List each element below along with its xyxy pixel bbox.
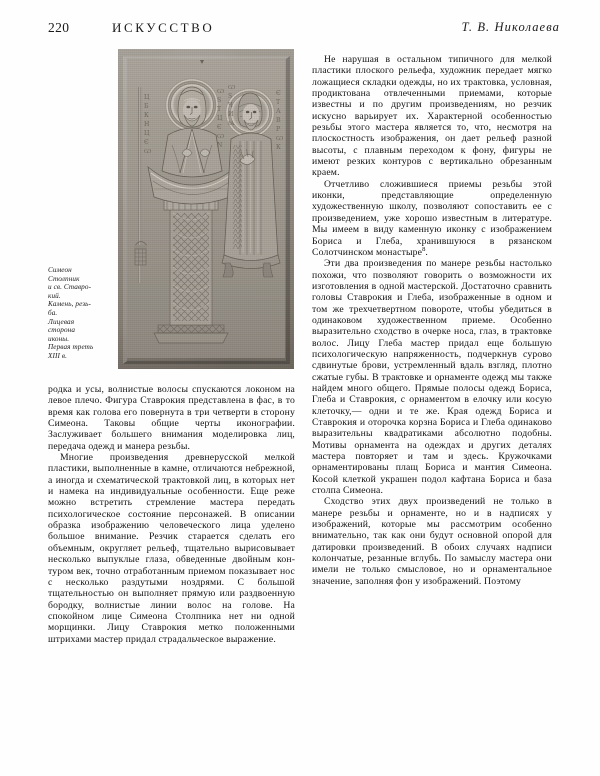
- running-head: [48, 20, 560, 40]
- svg-text:Ц: Ц: [217, 115, 223, 122]
- paragraph: Эти два произведения по манере резьбы настолько похожи, что позволяют говорить о возможности их изготовления в одной мастерской. Достаточно сравнить головы Ставрокия и Глеба, изображенные в одном и том же трехчетвертном повороте, чтобы убедиться в одинаковом художественном приеме. Особенно выразительно сходство в очерке носа, глаз, в трактовке волос. Лицу Глеба мастер придал еще большую психологическую напряженность, подчеркнув сурово сдвинутые брови, устремленный вдаль взгляд, плотно сжатые губы. В трактовке и орнаменте одежд мы также найдем много общего. Прямые полосы одежд Бориса, Глеба и Ставрокия, с орнаментом в елочку или косую клеточку,— одни и те же. Края одежд Бориса и Ставрокия и оторочка корзна Бориса и Глеба одинаково выразительны квадратиками абсолютно подобны. Мотивы орнамента на одеждах и других деталях мастера повторяет и там и здесь. Кружочками орнаментированы плащ Бориса и мантия Симеона. Косой клеткой украшен подол кафтана Бориса и база столпа Симеона.: [312, 258, 552, 497]
- text-column-left: [48, 384, 295, 645]
- svg-text:К: К: [144, 112, 149, 119]
- svg-text:Ѩ: Ѩ: [228, 120, 235, 127]
- svg-text:Є: Є: [276, 90, 281, 97]
- paragraph: Сходство этих двух произведений не только в манере резьбы и орнаменте, но и в надписях у изображений, которые мы рассмотрим особенно внимательно, так как они будут основной опорой для датировки произведений. В обоих случаях надписи колончатые, резанные вглубь. По замыслу мастера они имели не только смысловое, но и орнаментальное значение, заполняя фон у изображений. Поэтому: [312, 496, 552, 587]
- svg-text:Ц: Ц: [144, 94, 150, 101]
- svg-text:Т: Т: [217, 106, 222, 113]
- svg-text:Ѡ: Ѡ: [217, 88, 225, 95]
- caption-line: Лицевая: [48, 317, 75, 326]
- svg-text:В: В: [276, 117, 281, 124]
- author-name: Т. В. Николаева: [461, 20, 560, 34]
- svg-text:Ѕ: Ѕ: [228, 93, 233, 100]
- svg-text:Ѡ: Ѡ: [228, 84, 236, 91]
- paragraph: Отчетливо сложившиеся приемы резьбы этой иконки, представляющие определенную художественную школу, позволяют сопоставить ее с произведением, уже хорошо известным в литературе. Мы имеем в виду каменную иконку с изображением Бориса и Глеба, хранившуюся в рязанском Солотчинском монастыре$^8$.: [312, 178, 552, 258]
- svg-text:А: А: [276, 108, 281, 115]
- caption-line: иконы.: [48, 334, 70, 343]
- caption-line: Столпник: [48, 274, 80, 283]
- caption-line: XIII в.: [48, 351, 67, 360]
- svg-text:Р: Р: [276, 126, 281, 133]
- caption-line: Камень, резь-: [48, 300, 92, 309]
- svg-text:Ѕ: Ѕ: [217, 97, 222, 104]
- scan-grain-overlay: [118, 49, 294, 369]
- footnote-reference[interactable]: 8: [422, 245, 426, 253]
- running-title: ИСКУССТВО: [112, 20, 215, 35]
- svg-text:Є: Є: [144, 139, 149, 146]
- svg-text:Ч: Ч: [228, 102, 233, 109]
- svg-text:Є: Є: [217, 124, 222, 131]
- svg-text:Б: Б: [144, 103, 149, 110]
- paragraph-text: Отчетливо сложившиеся приемы резьбы этой иконки, представляющие определенную художественную школу, позволяют сопоставить ее с произведением, уже хорошо известным в литературе. Мы имеем в виду каменную иконку с изображением Бориса и Глеба, хранившуюся в рязанском Солотчинском монастыре: [312, 178, 552, 258]
- svg-text:Ѡ: Ѡ: [217, 133, 225, 140]
- svg-text:Ѡ: Ѡ: [276, 135, 284, 142]
- svg-text:Т: Т: [276, 99, 281, 106]
- svg-text:Ц: Ц: [144, 130, 150, 137]
- caption-line: Симеон: [48, 266, 72, 274]
- figure-stone-icon: [118, 49, 294, 369]
- paragraph: Не нарушая в остальном типичного для мелкой пластики плоского рельефа, художник передает мягко ложащиеся складки одежды, но их трактовка, условная, продиктована отвлеченными приемами, которые известны и по другим произведениям, но резчик искусно варьирует их. Характерной особенностью резьбы этого мастера является то, что, несмотря на плоскостность изображения, он дает рельеф разной высоты, с плавным переходом к фону, фигуры не имеют резких контуров с вертикально обрезанным краем.: [312, 54, 552, 179]
- svg-text:N: N: [217, 142, 223, 149]
- caption-line: кий.: [48, 291, 61, 300]
- svg-text:И: И: [228, 111, 234, 118]
- paragraph: родка и усы, волнистые волосы спускаются локоном на левое плечо. Фигура Ставрокия представлена в фас, в то время как голова его повернута в три четверти в сторону Симеона. Таковы общие черты иконографии. Заслуживает большего внимания моделировка лиц, передача одежд и манера резьбы.: [48, 384, 295, 452]
- figure-caption: [48, 266, 112, 361]
- svg-text:К: К: [276, 144, 281, 151]
- svg-text:Ѡ: Ѡ: [144, 148, 152, 155]
- caption-line: сторона: [48, 326, 76, 335]
- paragraph: Многие произведения древнерусской мелкой пластики, выполненные в камне, отличаются небрежной, а иногда и схематической трактовкой лиц, в которых нет и намека на индивидуальные особенности. Еще реже можно встретить стремление мастера передать психологическое состояние персонажей. В описании образка изображению человеческого лица уделено большое внимание. Резчик старается сделать его объемным, округляет рельеф, тщательно вырисовывает несколько выпуклые глаза, обведенные двойным контуром век, точно отработанным приемом показывает нос с несколько раздутыми ноздрями. С большой тщательностью он выполняет прямую или раздвоенную бородку, волнистые линии волос на голове. На спокойном лице Симеона Столпника нет ни одной морщинки. Лицу Ставрокия метко положенными штрихами мастер придал страдальческое выражение.: [48, 452, 295, 645]
- page-number: 220: [48, 20, 70, 35]
- stone-icon-photograph: [118, 49, 294, 369]
- text-column-right: [312, 54, 552, 587]
- caption-line: ба.: [48, 308, 58, 317]
- caption-line: Первая треть: [48, 343, 94, 352]
- caption-line: и св. Ставро-: [48, 283, 92, 292]
- svg-text:Н: Н: [144, 121, 150, 128]
